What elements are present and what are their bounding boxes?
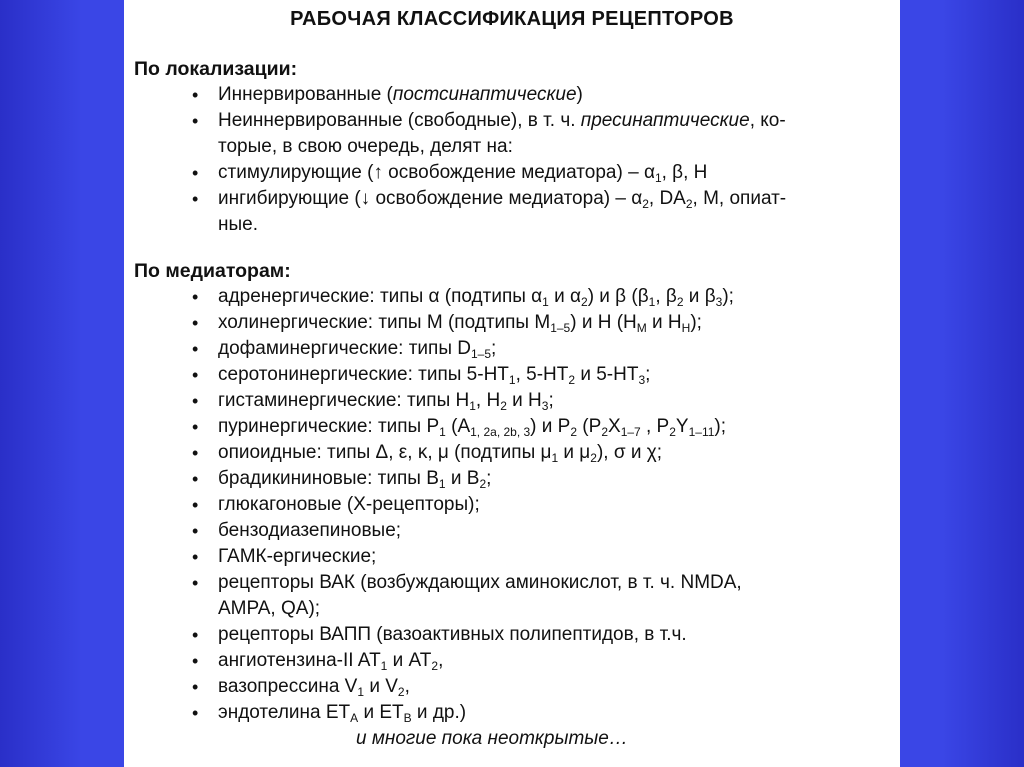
list-item-angiotensin: • ангиотензина-II $AT_1$ и $AT_2$, (134, 648, 880, 674)
footer-note: и многие пока неоткрытые… (356, 728, 628, 749)
document-content (134, 56, 880, 752)
list-item-opioid: • опиоидные: типы Δ, ε, κ, μ (подтипы $\mu_1$ и $\mu_2$), σ и χ; (134, 440, 880, 466)
section-heading-mediators: По медиаторам: (134, 260, 291, 282)
list-item-inhibiting: • ингибирующие (↓ освобождение медиатора) – $\alpha_2$, $DA_2$, M, опиат- ные. (134, 186, 880, 238)
list-item-endothelin: • эндотелина $ET_A$ и $ET_B$ и др.) (134, 700, 880, 726)
localization-list (134, 82, 880, 238)
list-item-purinergic: • пуринергические: типы $P_1$ $(A_{1, 2a, 2b, 3})$ и $P_2$ ($P_2X_{1-7}$ , $P_2Y_{1-11}$); (134, 414, 880, 440)
list-item-gaba: • ГАМК-ергические; (134, 544, 880, 570)
list-item-adrenergic: • адренергические: типы α (подтипы $\alpha_1$ и $\alpha_2$) и β ($\beta_1$, $\beta_2$ и $\beta_3$); (134, 284, 880, 310)
section-heading-localization: По локализации: (134, 58, 298, 80)
page-title: РАБОЧАЯ КЛАССИФИКАЦИЯ РЕЦЕПТОРОВ (290, 8, 734, 30)
list-item-serotoninergic: • серотонинергические: типы $5-HT_1$, $5-HT_2$ и $5-HT_3$; (134, 362, 880, 388)
list-item-benzodiazepine: • бензодиазепиновые; (134, 518, 880, 544)
mediators-list (134, 284, 880, 726)
list-item-stimulating: • стимулирующие (↑ освобождение медиатора) – $\alpha_1$, β, H (134, 160, 880, 186)
list-item-bradykinin: • брадикининовые: типы $B_1$ и $B_2$; (134, 466, 880, 492)
list-item-vasopressin: • вазопрессина $V_1$ и $V_2$, (134, 674, 880, 700)
list-item-cholinergic: • холинергические: типы M (подтипы $M_{1-5}$) и H ($H_M$ и $H_H$); (134, 310, 880, 336)
list-item-innervated: • Иннервированные (постсинаптические) (134, 82, 880, 108)
list-item-non-innervated: • Неиннервированные (свободные), в т. ч. пресинаптические, ко- торые, в свою очередь, делят на: (134, 108, 880, 160)
list-item-dopaminergic: • дофаминергические: типы $D_{1-5}$; (134, 336, 880, 362)
list-item-vak: • рецепторы ВАК (возбуждающих аминокислот, в т. ч. NMDA, AMPA, QA); (134, 570, 880, 622)
list-item-histaminergic: • гистаминергические: типы $H_1$, $H_2$ и $H_3$; (134, 388, 880, 414)
document-page (124, 0, 900, 767)
list-item-vapp: • рецепторы ВАПП (вазоактивных полипептидов, в т.ч. (134, 622, 880, 648)
list-item-glucagon: • глюкагоновые (X-рецепторы); (134, 492, 880, 518)
